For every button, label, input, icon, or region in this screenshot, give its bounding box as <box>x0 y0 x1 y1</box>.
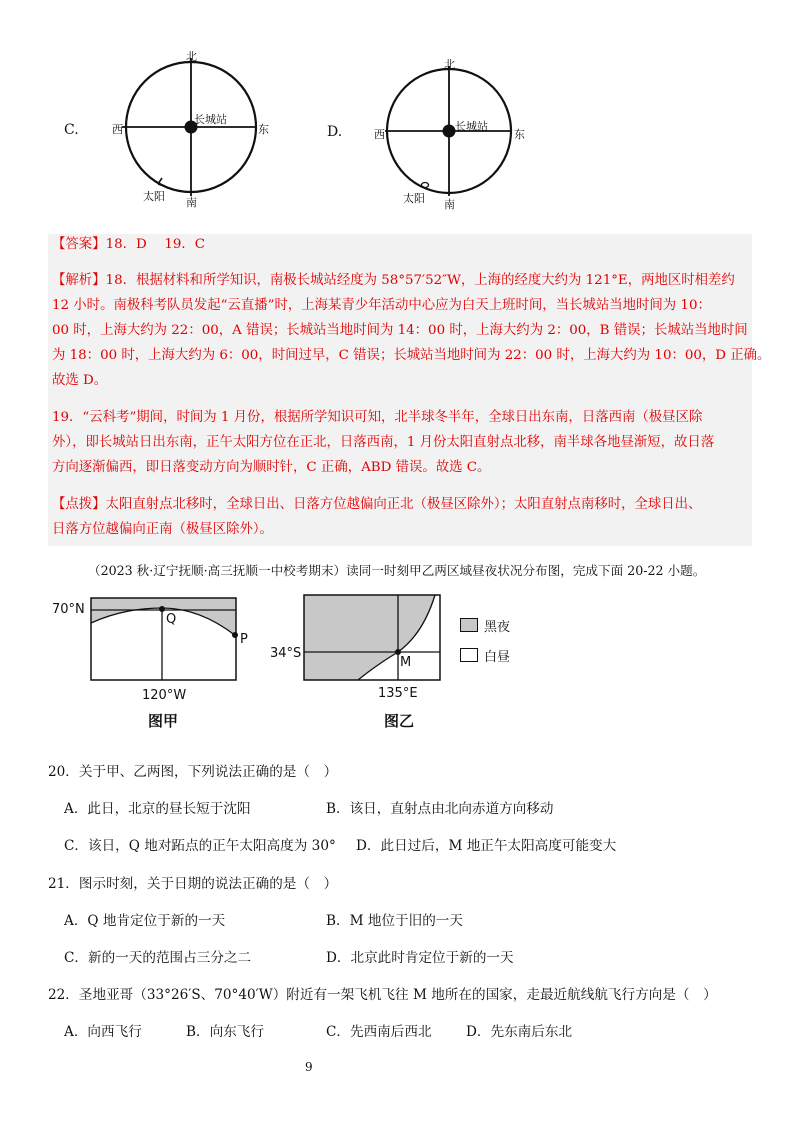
answer-line <box>52 236 205 254</box>
figure-a-lon: 120°W <box>142 688 187 703</box>
question-21-stem: 21．图示时刻，关于日期的说法正确的是（ ） <box>48 876 338 892</box>
figure-b-lat: 34°S <box>270 646 302 661</box>
dial-c-diagram <box>110 44 280 214</box>
dial-c-north: 北 <box>186 50 197 63</box>
figure-a-lat: 70°N <box>52 602 85 617</box>
question-21-option-b: B．M 地位于旧的一天 <box>326 913 463 929</box>
dial-c-sun: 太阳 <box>143 190 165 203</box>
option-c-label: C. <box>64 122 79 138</box>
dial-d-sun: 太阳 <box>403 192 425 205</box>
question-21-option-d: D．北京此时肯定位于新的一天 <box>326 950 514 966</box>
option-d-label: D. <box>327 124 343 140</box>
question-22-stem: 22．圣地亚哥（33°26′S、70°40′W）附近有一架飞机飞往 M 地所在的国家，走最近航线航飞行方向是（ ） <box>48 987 717 1003</box>
question-22-option-a: A．向西飞行 <box>64 1024 142 1040</box>
analysis-line: 19．“云科考”期间，时间为 1 月份，根据所学知识可知，北半球冬半年，全球日出东南，日落西南（极昼区除 <box>52 410 703 425</box>
figure-a-p: P <box>240 632 248 647</box>
dial-d-east: 东 <box>514 128 525 141</box>
dial-c-station: 长城站 <box>194 113 227 126</box>
question-22-option-d: D．先东南后东北 <box>466 1024 573 1040</box>
question-20-option-c: C．该日，Q 地对跖点的正午太阳高度为 30° <box>64 838 336 854</box>
question-21-option-c: C．新的一天的范围占三分之二 <box>64 950 252 966</box>
dial-d-west: 西 <box>374 128 385 141</box>
dial-d-diagram <box>373 52 533 212</box>
figure-b-lon: 135°E <box>378 686 418 701</box>
analysis-line: 方向逐渐偏西，即日落变动方向为顺时针，C 正确，ABD 错误。故选 C。 <box>52 460 491 475</box>
figure-a-diagram <box>90 596 250 686</box>
figure-b-caption: 图乙 <box>384 712 415 730</box>
dial-c-east: 东 <box>258 123 269 136</box>
figure-b-diagram <box>303 594 448 684</box>
legend-night-label: 黑夜 <box>484 620 511 635</box>
tip-line: 日落方位越偏向正南（极昼区除外）。 <box>52 522 273 537</box>
answer-text: 18．D 19．C <box>105 237 206 252</box>
question-20-option-b: B．该日，直射点由北向赤道方向移动 <box>326 801 554 817</box>
legend-day-swatch <box>460 648 478 662</box>
question-20-option-a: A．此日，北京的昼长短于沈阳 <box>64 801 251 817</box>
legend-night-swatch <box>460 618 478 632</box>
analysis-line: 00 时，上海大约为 22：00，A 错误；长城站当地时间为 14：00 时，上海大约为 2：00，B 错误；长城站当地时间 <box>52 323 748 338</box>
question-22-option-b: B．向东飞行 <box>186 1024 264 1040</box>
analysis-line: 为 18：00 时，上海大约为 6：00，时间过早，C 错误；长城站当地时间为 22：00 时，上海大约为 10：00，D 正确。 <box>52 348 771 363</box>
figure-a-caption: 图甲 <box>148 712 179 730</box>
dial-d-station: 长城站 <box>455 120 488 133</box>
question-20-stem: 20．关于甲、乙两图，下列说法正确的是（ ） <box>48 764 338 780</box>
answer-tag: 【答案】 <box>52 237 106 252</box>
question-20-option-d: D．此日过后，M 地正午太阳高度可能变大 <box>356 838 617 854</box>
dial-c-west: 西 <box>112 123 123 136</box>
analysis-line: 【解析】18．根据材料和所学知识，南极长城站经度为 58°57′52″W，上海的经度大约为 121°E，两地区时相差约 <box>52 273 735 288</box>
dial-d-south: 南 <box>444 198 455 211</box>
question-intro: （2023 秋·辽宁抚顺·高三抚顺一中校考期末）读同一时刻甲乙两区域昼夜状况分布图，完成下面 20-22 小题。 <box>88 563 706 578</box>
question-21-option-a: A．Q 地肯定位于新的一天 <box>64 913 226 929</box>
analysis-line: 故选 D。 <box>52 373 108 388</box>
analysis-line: 12 小时。南极科考队员发起“云直播”时，上海某青少年活动中心应为白天上班时间，当长城站当地时间为 10： <box>52 298 711 313</box>
figure-b-m: M <box>400 655 412 670</box>
legend-day-label: 白昼 <box>484 650 511 665</box>
question-22-option-c: C．先西南后西北 <box>326 1024 432 1040</box>
tip-line: 【点拨】太阳直射点北移时，全球日出、日落方位越偏向正北（极昼区除外）；太阳直射点南移时，全球日出、 <box>52 497 702 512</box>
page-number: 9 <box>305 1060 313 1074</box>
dial-c-south: 南 <box>186 196 197 209</box>
dial-d-north: 北 <box>444 58 455 71</box>
figure-a-q: Q <box>166 612 177 627</box>
analysis-line: 外），即长城站日出东南，正午太阳方位在正北，日落西南，1 月份太阳直射点北移，南半球各地昼渐短，故日落 <box>52 435 715 450</box>
